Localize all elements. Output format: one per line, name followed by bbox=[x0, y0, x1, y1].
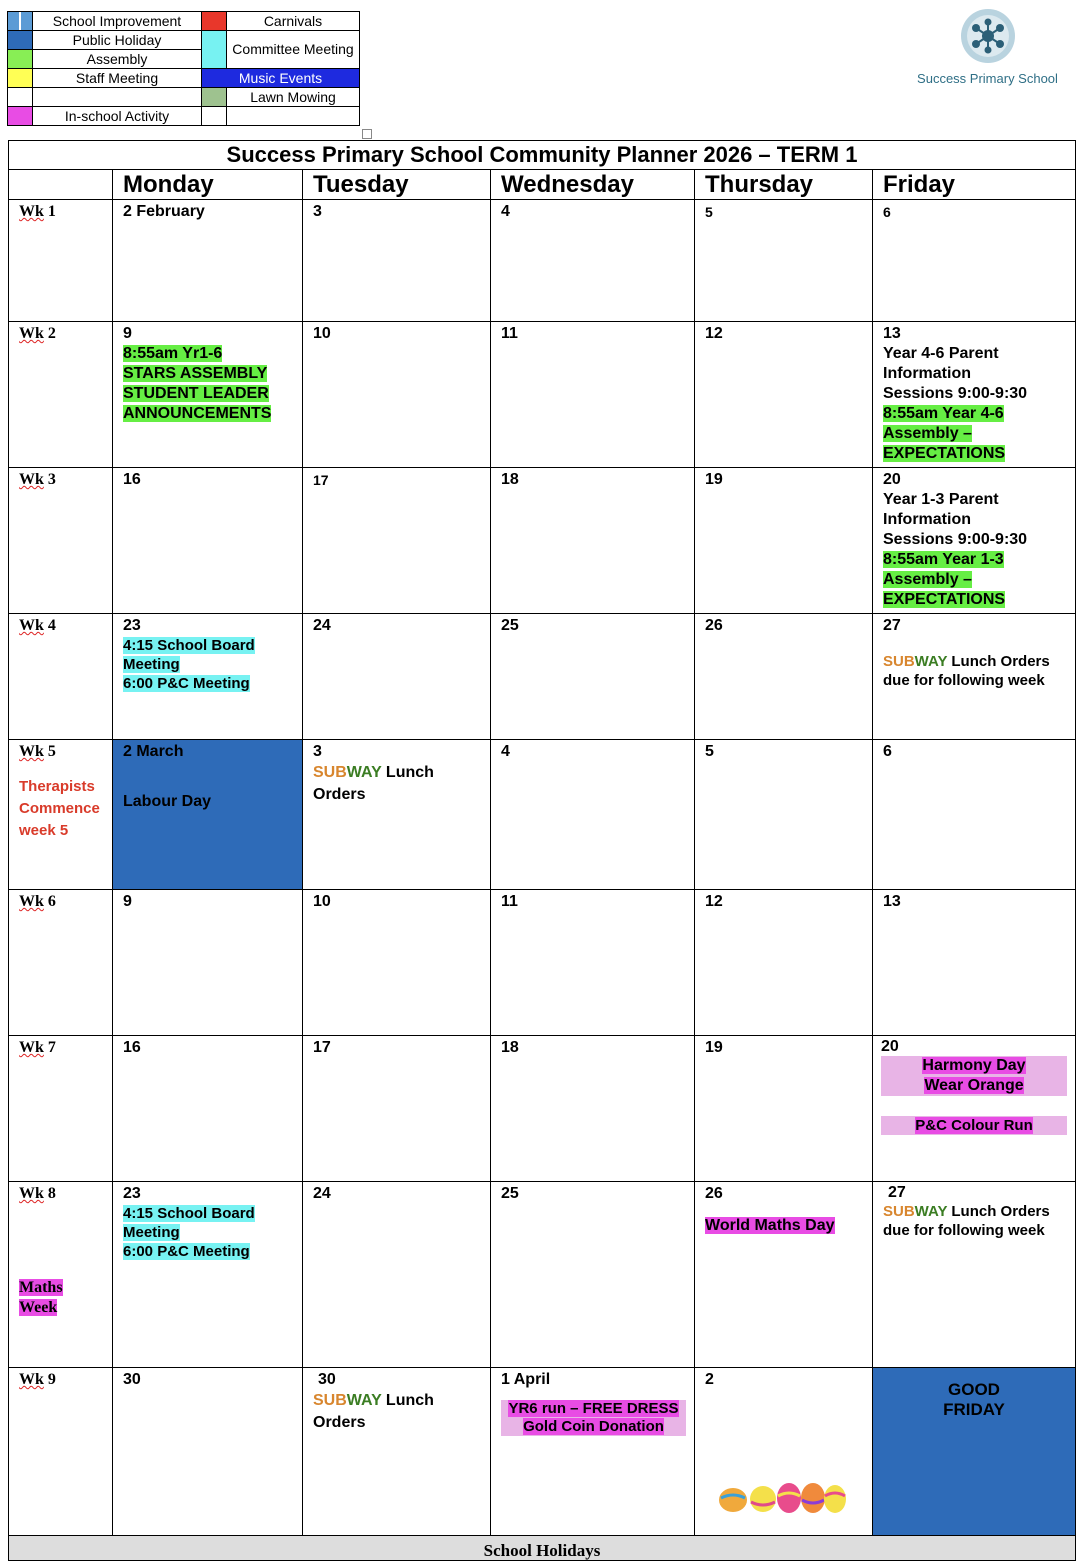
week-label: Wk 4 bbox=[9, 614, 113, 739]
day-cell[interactable] bbox=[873, 322, 1075, 467]
day-cell[interactable] bbox=[695, 322, 873, 467]
date: 9 bbox=[123, 325, 132, 342]
week-row bbox=[9, 1182, 1075, 1368]
date: 30 bbox=[318, 1371, 336, 1388]
lunch-order-event: SUBWAY Lunch Orders bbox=[313, 764, 434, 803]
day-cell[interactable] bbox=[113, 1036, 303, 1181]
day-cell[interactable] bbox=[303, 322, 491, 467]
lunch-order-event: SUBWAY Lunch Orders due for following week bbox=[883, 1203, 1050, 1239]
assembly-event: 8:55am Year 1-3 Assembly – EXPECTATIONS bbox=[883, 551, 1006, 608]
legend-swatch bbox=[8, 107, 33, 126]
day-cell[interactable] bbox=[303, 614, 491, 739]
date: 26 bbox=[705, 617, 723, 634]
lunch-order-event: SUBWAY Lunch Orders due for following week bbox=[883, 653, 1050, 689]
parent-info-event: Year 1-3 Parent Information Sessions 9:00-9:30 bbox=[883, 491, 1028, 548]
date: 20 bbox=[883, 471, 901, 488]
week-row bbox=[9, 468, 1075, 614]
day-cell[interactable] bbox=[113, 1368, 303, 1535]
planner-title: Success Primary School Community Planner 2026 – TERM 1 bbox=[9, 141, 1075, 170]
day-cell[interactable] bbox=[695, 1182, 873, 1367]
week-row bbox=[9, 890, 1075, 1036]
therapists-note: Therapists Commence week 5 bbox=[19, 778, 100, 839]
day-cell[interactable] bbox=[491, 200, 695, 321]
day-cell[interactable] bbox=[113, 1182, 303, 1367]
day-header-tuesday: Tuesday bbox=[303, 170, 491, 199]
maths-week-note: Maths Week bbox=[19, 1279, 63, 1316]
date: 17 bbox=[313, 1039, 331, 1056]
date: 16 bbox=[123, 1039, 141, 1056]
day-cell[interactable] bbox=[491, 740, 695, 889]
week-label: Wk 9 bbox=[9, 1368, 113, 1535]
world-maths-day-event: World Maths Day bbox=[705, 1217, 835, 1234]
day-cell[interactable] bbox=[113, 322, 303, 467]
day-cell[interactable] bbox=[491, 1036, 695, 1181]
day-cell[interactable] bbox=[491, 1182, 695, 1367]
date: 27 bbox=[888, 1184, 906, 1201]
table-resize-handle[interactable] bbox=[362, 129, 372, 139]
date: 26 bbox=[705, 1185, 723, 1202]
legend-label: Committee Meeting bbox=[227, 31, 360, 69]
day-cell[interactable] bbox=[303, 890, 491, 1035]
week-row bbox=[9, 322, 1075, 468]
day-cell-public-holiday[interactable] bbox=[113, 740, 303, 889]
date: 18 bbox=[501, 471, 519, 488]
date: 25 bbox=[501, 617, 519, 634]
week-row bbox=[9, 1036, 1075, 1182]
date: 24 bbox=[313, 1185, 331, 1202]
legend-label: Staff Meeting bbox=[33, 69, 202, 88]
legend-swatch bbox=[202, 31, 227, 69]
legend-swatch bbox=[8, 69, 33, 88]
date: 20 bbox=[881, 1038, 899, 1055]
date: 4 bbox=[501, 743, 510, 760]
day-cell[interactable] bbox=[303, 1036, 491, 1181]
week-row bbox=[9, 614, 1075, 740]
day-cell[interactable] bbox=[113, 890, 303, 1035]
date: 23 bbox=[123, 617, 141, 634]
date: 30 bbox=[123, 1371, 141, 1388]
school-holidays-row: School Holidays bbox=[9, 1536, 1075, 1560]
day-cell[interactable] bbox=[873, 890, 1075, 1035]
date: 12 bbox=[705, 893, 723, 910]
date: 1 April bbox=[501, 1371, 551, 1388]
date: 13 bbox=[883, 325, 901, 342]
date: 10 bbox=[313, 325, 331, 342]
holiday-event: Labour Day bbox=[123, 793, 212, 810]
date: 10 bbox=[313, 893, 331, 910]
day-cell[interactable] bbox=[695, 614, 873, 739]
day-cell[interactable] bbox=[873, 740, 1075, 889]
day-cell[interactable] bbox=[113, 200, 303, 321]
date: 19 bbox=[705, 471, 723, 488]
day-cell[interactable] bbox=[695, 740, 873, 889]
day-cell[interactable] bbox=[695, 1036, 873, 1181]
date: 2 bbox=[705, 1371, 714, 1388]
date: 27 bbox=[883, 617, 901, 634]
day-cell[interactable] bbox=[113, 614, 303, 739]
date: 17 bbox=[313, 472, 329, 488]
day-header-monday: Monday bbox=[113, 170, 303, 199]
date: 9 bbox=[123, 893, 132, 910]
day-cell[interactable] bbox=[303, 1368, 491, 1535]
week-row bbox=[9, 740, 1075, 890]
committee-meeting-event: 4:15 School Board Meeting 6:00 P&C Meeting bbox=[123, 637, 255, 692]
parent-info-event: Year 4-6 Parent Information Sessions 9:00-9:30 bbox=[883, 345, 1028, 402]
day-cell[interactable] bbox=[873, 1036, 1075, 1181]
day-cell[interactable] bbox=[491, 1368, 695, 1535]
legend-swatch bbox=[8, 31, 33, 50]
legend-label: Carnivals bbox=[227, 12, 360, 31]
day-header-thursday: Thursday bbox=[695, 170, 873, 199]
date: 2 February bbox=[123, 203, 205, 220]
date: 11 bbox=[501, 893, 518, 910]
legend-label: In-school Activity bbox=[33, 107, 202, 126]
day-cell[interactable] bbox=[873, 614, 1075, 739]
date: 2 March bbox=[123, 743, 184, 760]
date: 24 bbox=[313, 617, 331, 634]
day-cell[interactable] bbox=[491, 890, 695, 1035]
date: 19 bbox=[705, 1039, 723, 1056]
week-row bbox=[9, 1368, 1075, 1536]
week-label: Wk 8 Maths Week bbox=[9, 1182, 113, 1367]
legend-swatch bbox=[202, 88, 227, 107]
day-cell[interactable] bbox=[873, 468, 1075, 613]
committee-meeting-event: 4:15 School Board Meeting 6:00 P&C Meeting bbox=[123, 1205, 255, 1260]
week-label: Wk 6 bbox=[9, 890, 113, 1035]
week-header-cell bbox=[9, 170, 113, 199]
day-cell[interactable] bbox=[491, 322, 695, 467]
date: 25 bbox=[501, 1185, 519, 1202]
community-planner-table bbox=[8, 140, 1076, 1561]
easter-eggs-icon bbox=[715, 1478, 849, 1518]
date: 6 bbox=[883, 204, 891, 220]
day-cell[interactable] bbox=[303, 200, 491, 321]
legend-label: Public Holiday bbox=[33, 31, 202, 50]
date: 5 bbox=[705, 743, 714, 760]
legend-label: Lawn Mowing bbox=[227, 88, 360, 107]
legend-swatch bbox=[202, 107, 227, 126]
date: 5 bbox=[705, 204, 713, 220]
colour-run-event: P&C Colour Run bbox=[881, 1116, 1067, 1135]
date: 13 bbox=[883, 893, 901, 910]
week-row bbox=[9, 200, 1075, 322]
date: 18 bbox=[501, 1039, 519, 1056]
date: 11 bbox=[501, 325, 518, 342]
day-cell[interactable] bbox=[695, 1368, 873, 1535]
assembly-event: 8:55am Year 4-6 Assembly – EXPECTATIONS bbox=[883, 405, 1006, 462]
legend-swatch bbox=[202, 12, 227, 31]
day-cell-public-holiday[interactable] bbox=[873, 1368, 1075, 1535]
legend-swatch bbox=[8, 50, 33, 69]
holiday-event: GOOD FRIDAY bbox=[943, 1380, 1005, 1419]
date: 3 bbox=[313, 743, 322, 760]
date: 4 bbox=[501, 203, 510, 220]
lunch-order-event: SUBWAY Lunch Orders bbox=[313, 1392, 434, 1431]
day-header-wednesday: Wednesday bbox=[491, 170, 695, 199]
week-label: Wk 7 bbox=[9, 1036, 113, 1181]
day-cell[interactable] bbox=[303, 468, 491, 613]
assembly-event: 8:55am Yr1-6 STARS ASSEMBLY STUDENT LEADER ANNOUNCEMENTS bbox=[123, 345, 272, 422]
day-header-friday: Friday bbox=[883, 171, 956, 198]
legend-label bbox=[227, 107, 360, 126]
legend-swatch bbox=[8, 12, 33, 31]
day-cell[interactable] bbox=[303, 740, 491, 889]
legend-label bbox=[33, 88, 202, 107]
legend-label: Assembly bbox=[33, 50, 202, 69]
day-cell[interactable] bbox=[695, 200, 873, 321]
legend-swatch bbox=[8, 88, 33, 107]
school-logo bbox=[905, 8, 1070, 86]
day-cell[interactable] bbox=[303, 1182, 491, 1367]
week-label: Wk 3 bbox=[9, 468, 113, 613]
legend-label: School Improvement bbox=[33, 12, 202, 31]
week-label: Wk 2 bbox=[9, 322, 113, 467]
day-cell[interactable] bbox=[873, 1182, 1075, 1367]
date: 12 bbox=[705, 325, 723, 342]
day-header-row bbox=[9, 170, 1075, 200]
school-name: Success Primary School bbox=[917, 71, 1058, 86]
free-dress-event: YR6 run – FREE DRESS Gold Coin Donation bbox=[501, 1400, 686, 1436]
carnival-event: Harmony Day Wear Orange bbox=[881, 1056, 1067, 1096]
day-cell[interactable] bbox=[695, 890, 873, 1035]
date: 16 bbox=[123, 471, 141, 488]
day-cell[interactable] bbox=[695, 468, 873, 613]
day-cell[interactable] bbox=[113, 468, 303, 613]
colour-legend bbox=[7, 11, 360, 126]
day-cell[interactable] bbox=[873, 200, 1075, 321]
week-label: Wk 5 Therapists Commence week 5 bbox=[9, 740, 113, 889]
day-cell[interactable] bbox=[491, 468, 695, 613]
legend-label: Music Events bbox=[202, 69, 360, 88]
week-label: Wk 1 bbox=[9, 200, 113, 321]
date: 3 bbox=[313, 203, 322, 220]
date: 6 bbox=[883, 743, 892, 760]
date: 23 bbox=[123, 1185, 141, 1202]
day-cell[interactable] bbox=[491, 614, 695, 739]
molecule-logo-icon bbox=[960, 8, 1016, 64]
